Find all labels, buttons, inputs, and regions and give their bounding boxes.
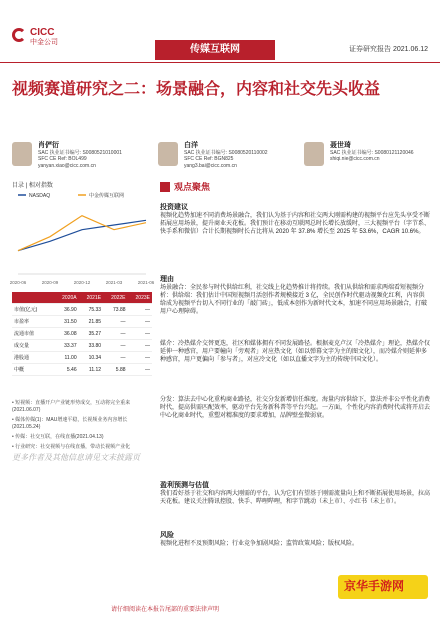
left-column [9,180,155,560]
x-tick-label: 2020-09 [41,280,59,285]
table-row [12,352,152,364]
table-cell: 11.00 [64,354,77,361]
table-cell: 31.50 [64,318,77,325]
table-cell: — [144,306,150,313]
paragraph-reason-1: 场景融合：全民参与时代供给红利，社交线上化趋势推计将持续。我们从供给和需求两端看短视频分析：供给端：我们估计中国短视频月活创作者规模接近 3 亿，全民创作时代驱动视频化红利，内容供给成为视频平台切入不同行业的「敲门砖」，低成本创作为新时代文本，加速不同应用场景融合，打破用户心理障碍。 [160,285,428,315]
table-cell: 36.08 [64,330,77,337]
analyst-line: SFC CE Ref: BGN825 [184,156,234,162]
analyst-line: SAC 执业证书编号: S0080521010001 [38,150,122,156]
footer-text: 请仔细阅读在本报告尾部的重要法律声明 [110,607,219,613]
table-header-cell: 2021E [86,294,102,301]
table-cell: 33.80 [88,342,102,349]
analyst-line: SFC CE Ref: BOL499 [38,156,87,162]
table-cell: 35.27 [88,330,102,337]
table-cell: 10.34 [88,354,102,361]
table-cell: 36.90 [64,306,77,313]
analyst-line: SAC 执业证书编号: S0080121120046 [330,150,414,156]
financial-table [12,292,152,376]
table-cell: 流通市值 [14,331,35,337]
table-cell: 11.12 [88,366,102,373]
table-cell: — [144,354,150,361]
series-line [18,220,146,250]
x-tick-label: 2020-12 [73,280,91,285]
analyst-email[interactable]: shiqi.nie@cicc.com.cn [330,156,380,162]
avatar [304,142,324,166]
table-cell: — [120,354,126,361]
analyst-list [12,140,430,180]
section-title: 观点聚焦 [174,182,211,192]
analyst-name: 白洋 [184,142,198,149]
table-cell: — [120,330,126,337]
table-cell: — [144,342,150,349]
right-column [160,180,430,580]
analyst-line: SAC 执业证书编号: S0080520110002 [184,150,268,156]
chart-svg [9,188,155,288]
header-rule [0,62,440,63]
heading-reason: 理由 [160,276,174,283]
cicc-logo-mark-icon [12,28,26,42]
analyst-card [304,140,444,180]
table-cell: 市盈率 [14,319,30,325]
table-row [12,340,152,352]
sector-tab: 传媒互联网 [155,40,275,60]
site-watermark-badge [338,575,428,599]
table-cell: 市值(亿元) [14,307,38,313]
table-row [12,316,152,328]
report-header [0,0,440,58]
table-header-cell: 2020A [62,294,77,301]
heading-profit: 盈利预测与估值 [160,482,209,489]
paragraph-invest: 视频化趋势加速不同消费场景融合，我们认为基于内容和社交两大刚需构建的视频平台应先头享受不断拓展应用场景，提升商业天花板。我们预计在移动互联网总时长增长放缓时，三大视频平台（字节系、快手系和微信）合计长期视频时长占比将从 2020 年 37.8% 增长至 2025 年 53.6%，CAGR 10.6%。 [160,213,431,235]
table-cell: — [144,330,150,337]
table-cell: 5.88 [115,366,126,373]
table-cell: 港股通 [14,355,30,361]
table-cell: — [144,318,150,325]
table-header-cell: 2023E [135,294,150,301]
paragraph-risk: 视频化进程不及预期风险；行业竞争加剧风险；监管政策风险；版权风险。 [160,541,359,547]
table-cell: 33.37 [64,342,77,349]
section-marker-icon [160,182,170,192]
x-tick-label: 2021-06 [137,280,155,285]
section-badge [160,180,430,194]
analyst-name: 聂世琦 [330,142,351,149]
brand-subtitle: 中金公司 [30,39,58,46]
related-report-link[interactable]: • 短视频：直播开户产业链形势成交，互动将完全重来(2021.06.07) [12,400,131,413]
x-tick-label: 2021-03 [105,280,123,285]
site-watermark-text: 京华手游网 [344,579,405,593]
table-cell: 75.33 [88,306,102,313]
analyst-email[interactable]: yang3.bai@cicc.com.cn [184,163,237,169]
x-tick-label: 2020-06 [9,280,27,285]
table-cell: — [120,342,126,349]
cicc-logo [12,28,82,50]
table-cell: 成交量 [14,343,30,349]
brand-name: CICC [30,27,55,38]
analyst-card [12,140,152,180]
paragraph-reason-2: 媒介：冷热媒介交替更迭，社区和媒体拥有不同发展路径。根据麦克卢汉「冷热媒介」理论，热媒介仅延伸一种感官，用户要幢向「旁观者」对应热文化（如以弹幕文字为主的图文化），而冷媒介则延伸多种感官，用户更偏向「参与者」，对应冷文化（如以直播文字为主的传统中国文化）。 [160,341,431,363]
relative-performance-chart [9,188,155,288]
chart-label: 目录 | 相对指数 [12,183,53,189]
table-row [12,328,152,340]
analyst-name: 肖俨衍 [38,142,59,149]
report-meta: 证券研究报告 2021.06.12 [349,46,428,53]
related-report-link[interactable]: • 行业研究：社交视频与在线直播，带动长视频产业化 [12,444,131,450]
table-cell: — [120,318,126,325]
table-header-row [12,292,152,304]
table-cell: 73.88 [113,306,126,313]
table-row [12,364,152,376]
paragraph-reason-3: 分发：算法去中心化重构商业路径，社交分发新增信任维度。海量内容供给下，算法并非公平性化消费时代，提高供需匹配效率，驱动平台先务新科普等平台兴起。一方面，个性化内容消费时代或将开启去中心化商业时代，重塑对精准度的要求增加，品牌壁垒微弱衰。 [160,397,431,419]
table-header-cell: 2022E [111,294,126,301]
avatar [12,142,32,166]
footer-disclaimer [0,604,440,620]
table-cell: 21.85 [88,318,102,325]
heading-risk: 风险 [160,532,174,539]
legend-label: NASDAQ [29,193,51,199]
analyst-email[interactable]: yanyan.xiao@cicc.com.cn [38,163,96,169]
table-cell: — [144,366,150,373]
page-title: 视频赛道研究之二：场景融合，内容和社交先头收益 [12,81,381,98]
table-cell: 5.46 [66,366,77,373]
table-row [12,304,152,316]
related-reports [12,400,152,454]
paragraph-profit: 我们看好基于社交和内容两大刚需的平台，认为它们有望基于刚需流量向上和不断拓展使用场景，拉高天花板。建议关注腾讯控股、快手、哔哩哔哩，和字节跳动（未上市）、小红书（未上市）。 [160,491,431,505]
avatar [158,142,178,166]
legend-label: 中金传媒互联网 [89,193,125,199]
side-note: 更多作者及其他信息请见文末披露页 [12,453,140,462]
table-cell: 中概 [14,367,25,373]
related-report-link[interactable]: • 传媒：社交互联，在线直播(2021.04.13) [12,434,104,440]
heading-invest: 投资建议 [160,204,188,211]
related-report-link[interactable]: • 媒体传媒(1)：MAU增速平稳，长视频业务内容增长(2021.05.24) [12,417,128,430]
analyst-card [158,140,298,180]
